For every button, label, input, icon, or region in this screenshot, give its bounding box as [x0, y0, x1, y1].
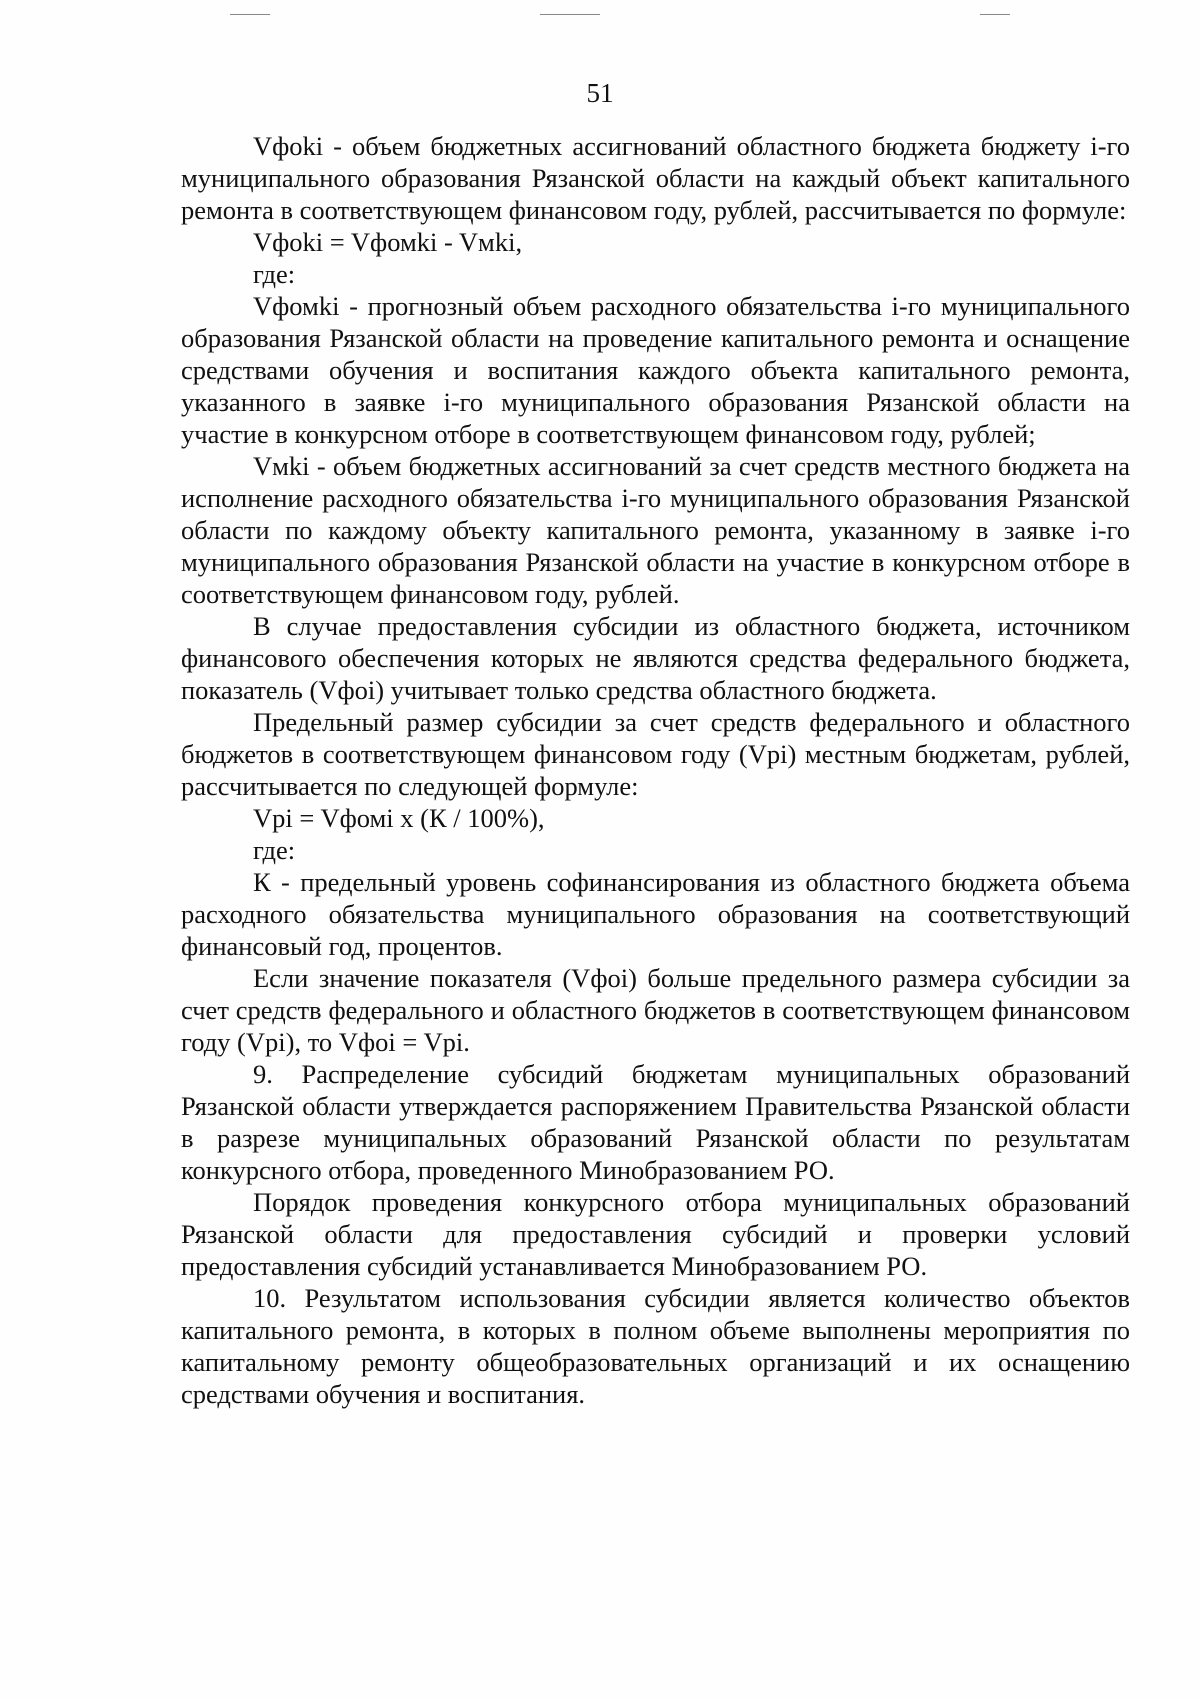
page-number: 51: [586, 78, 614, 108]
paragraph-selection-procedure: Порядок проведения конкурсного отбора муниципальных образований Рязанской области для предоставления субсидий и проверки условий предоставления субсидий устанавливается Минобразованием РО.: [181, 1187, 1130, 1281]
scan-artifact: [230, 14, 270, 15]
scan-artifact: [540, 14, 600, 15]
paragraph-vfoki-definition: Vфоki - объем бюджетных ассигнований областного бюджета бюджету i-го муниципального образования Рязанской области на каждый объект капитального ремонта в соответствующем финансовом году, рублей, рассчитывается по формуле:: [181, 131, 1130, 225]
where-label: где:: [253, 259, 296, 289]
paragraph-subsidy-case: В случае предоставления субсидии из областного бюджета, источником финансового обеспечения которых не являются средства федерального бюджета, показатель (Vфоi) учитывает только средства областного бюджета.: [181, 611, 1130, 705]
paragraph-vmki-definition: Vмki - объем бюджетных ассигнований за счет средств местного бюджета на исполнение расходного обязательства i-го муниципального образования Рязанской области по каждому объекту капитального ремонта, указанному в заявке i-го муниципального образования Рязанской области на участие в конкурсном отборе в соответствующем финансовом году, рублей.: [181, 451, 1130, 609]
formula-vpi: Vpi = Vфомi x (К / 100%),: [253, 803, 545, 833]
paragraph-k-definition: К - предельный уровень софинансирования из областного бюджета объема расходного обязательства муниципального образования на соответствующий финансовый год, процентов.: [181, 867, 1130, 961]
formula-vfoki: Vфоki = Vфомki - Vмki,: [253, 227, 523, 257]
paragraph-limit-size: Предельный размер субсидии за счет средств федерального и областного бюджетов в соответствующем финансовом году (Vpi) местным бюджетам, рублей, рассчитывается по следующей формуле:: [181, 707, 1130, 801]
document-body: [181, 130, 1130, 1410]
paragraph-item-10: 10. Результатом использования субсидии является количество объектов капитального ремонта, в которых в полном объеме выполнены мероприятия по капитальному ремонту общеобразовательных организаций и их оснащению средствами обучения и воспитания.: [181, 1283, 1130, 1409]
where-label: где:: [253, 835, 296, 865]
paragraph-vfoi-condition: Если значение показателя (Vфоi) больше предельного размера субсидии за счет средств федерального и областного бюджетов в соответствующем финансовом году (Vpi), то Vфоi = Vpi.: [181, 963, 1130, 1057]
paragraph-vfomki-definition: Vфомki - прогнозный объем расходного обязательства i-го муниципального образования Рязанской области на проведение капитального ремонта и оснащение средствами обучения и воспитания каждого объекта капитального ремонта, указанного в заявке i-го муниципального образования Рязанской области на участие в конкурсном отборе в соответствующем финансовом году, рублей;: [181, 291, 1130, 449]
scan-artifact: [980, 14, 1010, 15]
paragraph-item-9: 9. Распределение субсидий бюджетам муниципальных образований Рязанской области утверждается распоряжением Правительства Рязанской области в разрезе муниципальных образований Рязанской области по результатам конкурсного отбора, проведенного Минобразованием РО.: [181, 1059, 1130, 1185]
